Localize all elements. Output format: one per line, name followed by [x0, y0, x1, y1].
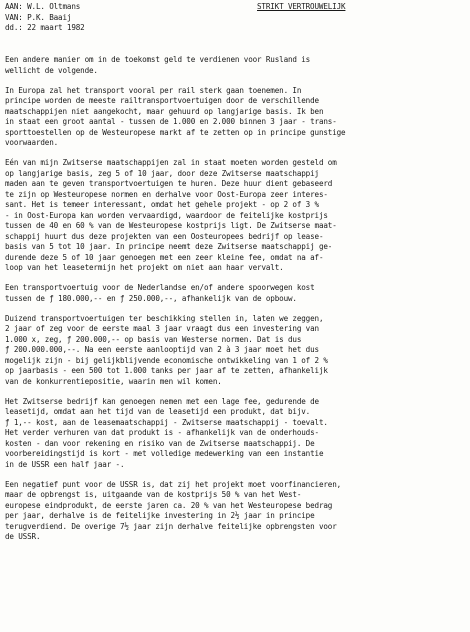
- paragraph-line: Een andere manier om in de toekomst geld te verdienen voor Rusland is: [5, 55, 311, 64]
- paragraph-line: voorbereidingstijd is kort - met volledige medewerking van een instantie: [5, 449, 324, 458]
- paragraph: [5, 314, 464, 388]
- paragraph: [5, 55, 464, 76]
- paragraph-line: Een transportvoertuig voor de Nederlandse en/of andere spoorwegen kost: [5, 283, 315, 292]
- paragraph: [5, 86, 464, 149]
- paragraph: [5, 158, 464, 274]
- paragraph-line: - in Oost-Europa kan worden vervaardigd, waardoor de feitelijke kostprijs: [5, 210, 328, 220]
- paragraph-line: tussen de ƒ 180.000,-- en ƒ 250.000,--, afhankelijk van de opbouw.: [5, 293, 297, 303]
- memo-body: [5, 55, 464, 543]
- paragraph-line: Het verder verhuren van dat produkt is - afhankelijk van de onderhouds-: [5, 428, 319, 437]
- sender-line: VAN: P.K. Baaij: [5, 12, 72, 22]
- paragraph-line: maden aan te geven transportvoertuigen te huren. Deze huur dient gebaseerd: [5, 179, 333, 188]
- paragraph-line: 1.000 x, zeg, ƒ 200.000,-- op basis van Westerse normen. Dat is dus: [5, 334, 302, 344]
- paragraph-line: terugverdiend. De overige 7½ jaar zijn derhalve feitelijke opbrengsten voor: [5, 521, 337, 531]
- paragraph-line: te zijn op Westeuropese normen en derhalve voor Oost-Europa zeer interes-: [5, 189, 328, 199]
- paragraph-line: sporttoestellen op de Westeuropese markt af te zetten op in principe gunstige: [5, 127, 346, 137]
- paragraph-line: loop van het leasetermijn het projekt om niet aan haar vervalt.: [5, 263, 284, 272]
- paragraph-line: durende deze 5 of 10 jaar genoegen met een zeer kleine fee, omdat na af-: [5, 252, 324, 262]
- paragraph-line: voorwaarden.: [5, 138, 59, 147]
- paragraph-line: op jaarbasis - een 500 tot 1.000 tanks per jaar af te zetten, afhankelijk: [5, 366, 328, 375]
- paragraph-line: van de konkurrentiepositie, waarin men wil komen.: [5, 376, 222, 386]
- address-block: [5, 2, 85, 34]
- header-spacer: [5, 35, 464, 55]
- paragraph-line: ƒ 200.000.000,--. Na een eerste aanlooptijd van 2 à 3 jaar moet het dus: [5, 345, 319, 354]
- paragraph-line: kosten - dan voor rekening en risiko van de Zwitserse maatschappij. De: [5, 438, 315, 448]
- paragraph: [5, 480, 464, 543]
- recipient-line: AAN: W.L. Oltmans: [5, 2, 81, 11]
- paragraph: [5, 283, 464, 304]
- paragraph-line: ƒ 1,-- kost, aan de leasemaatschappij - Zwitserse maatschappij - toevalt.: [5, 417, 328, 427]
- paragraph-line: Het Zwitserse bedrijf kan genoegen nemen met een lage fee, gedurende de: [5, 396, 319, 406]
- paragraph: [5, 397, 464, 471]
- paragraph-line: schappij huurt dus deze projekten van een Oosteuropees bedrijf op lease-: [5, 231, 324, 241]
- paragraph-line: in staat een groot aantal - tussen de 1.000 en 2.000 binnen 3 jaar - trans-: [5, 117, 337, 126]
- paragraph-line: leasetijd, omdat aan het tijd van de leasetijd een produkt, dat bijv.: [5, 407, 311, 416]
- date-line: dd.: 22 maart 1982: [5, 23, 85, 32]
- paragraph-line: principe worden de meeste railtransportvoertuigen door de verschillende: [5, 96, 319, 105]
- paragraph-line: maar de opbrengst is, uitgaande van de kostprijs 50 % van het West-: [5, 490, 302, 499]
- paragraph-line: in de USSR een half jaar -.: [5, 459, 125, 469]
- paragraph-line: mogelijk zijn - bij gelijkblijvende economische ontwikkeling van 1 of 2 %: [5, 355, 328, 365]
- paragraph-line: tussen de 40 en 60 % van de Westeuropese kostprijs ligt. De Zwitserse maat-: [5, 221, 337, 230]
- paragraph-line: basis van 5 tot 10 jaar. In principe neemt deze Zwitserse maatschappij ge-: [5, 242, 333, 251]
- memo-header: [5, 2, 464, 35]
- paragraph-line: Een negatief punt voor de USSR is, dat zij het projekt moet voorfinancieren,: [5, 479, 342, 489]
- paragraph-line: In Europa zal het transport vooral per rail sterk gaan toenemen. In: [5, 85, 302, 95]
- paragraph-line: sant. Het is temeer interessant, omdat het gehele projekt - op 2 of 3 %: [5, 200, 319, 209]
- paragraph-line: europese eindprodukt, de eerste jaren ca. 20 % van het Westeuropese bedrag: [5, 500, 333, 510]
- paragraph-line: wellicht de volgende.: [5, 65, 98, 75]
- paragraph-line: per jaar, derhalve is de feitelijke investering in 2½ jaar in principe: [5, 511, 315, 520]
- paragraph-line: op langjarige basis, zeg 5 of 10 jaar, door deze Zwitserse maatschappij: [5, 168, 319, 178]
- paragraph-line: maatschappijen niet aangekocht, maar gehuurd op langjarige basis. Ik ben: [5, 106, 324, 116]
- paragraph-line: Duizend transportvoertuigen ter beschikking stellen in, laten we zeggen,: [5, 313, 324, 323]
- classification-label: STRIKT VERTROUWELIJK: [257, 2, 346, 11]
- paragraph-line: 2 jaar of zeg voor de eerste maal 3 jaar vraagt dus een investering van: [5, 324, 319, 333]
- paragraph-line: Eén van mijn Zwitserse maatschappijen zal in staat moeten worden gesteld om: [5, 158, 337, 167]
- paragraph-line: de USSR.: [5, 532, 41, 541]
